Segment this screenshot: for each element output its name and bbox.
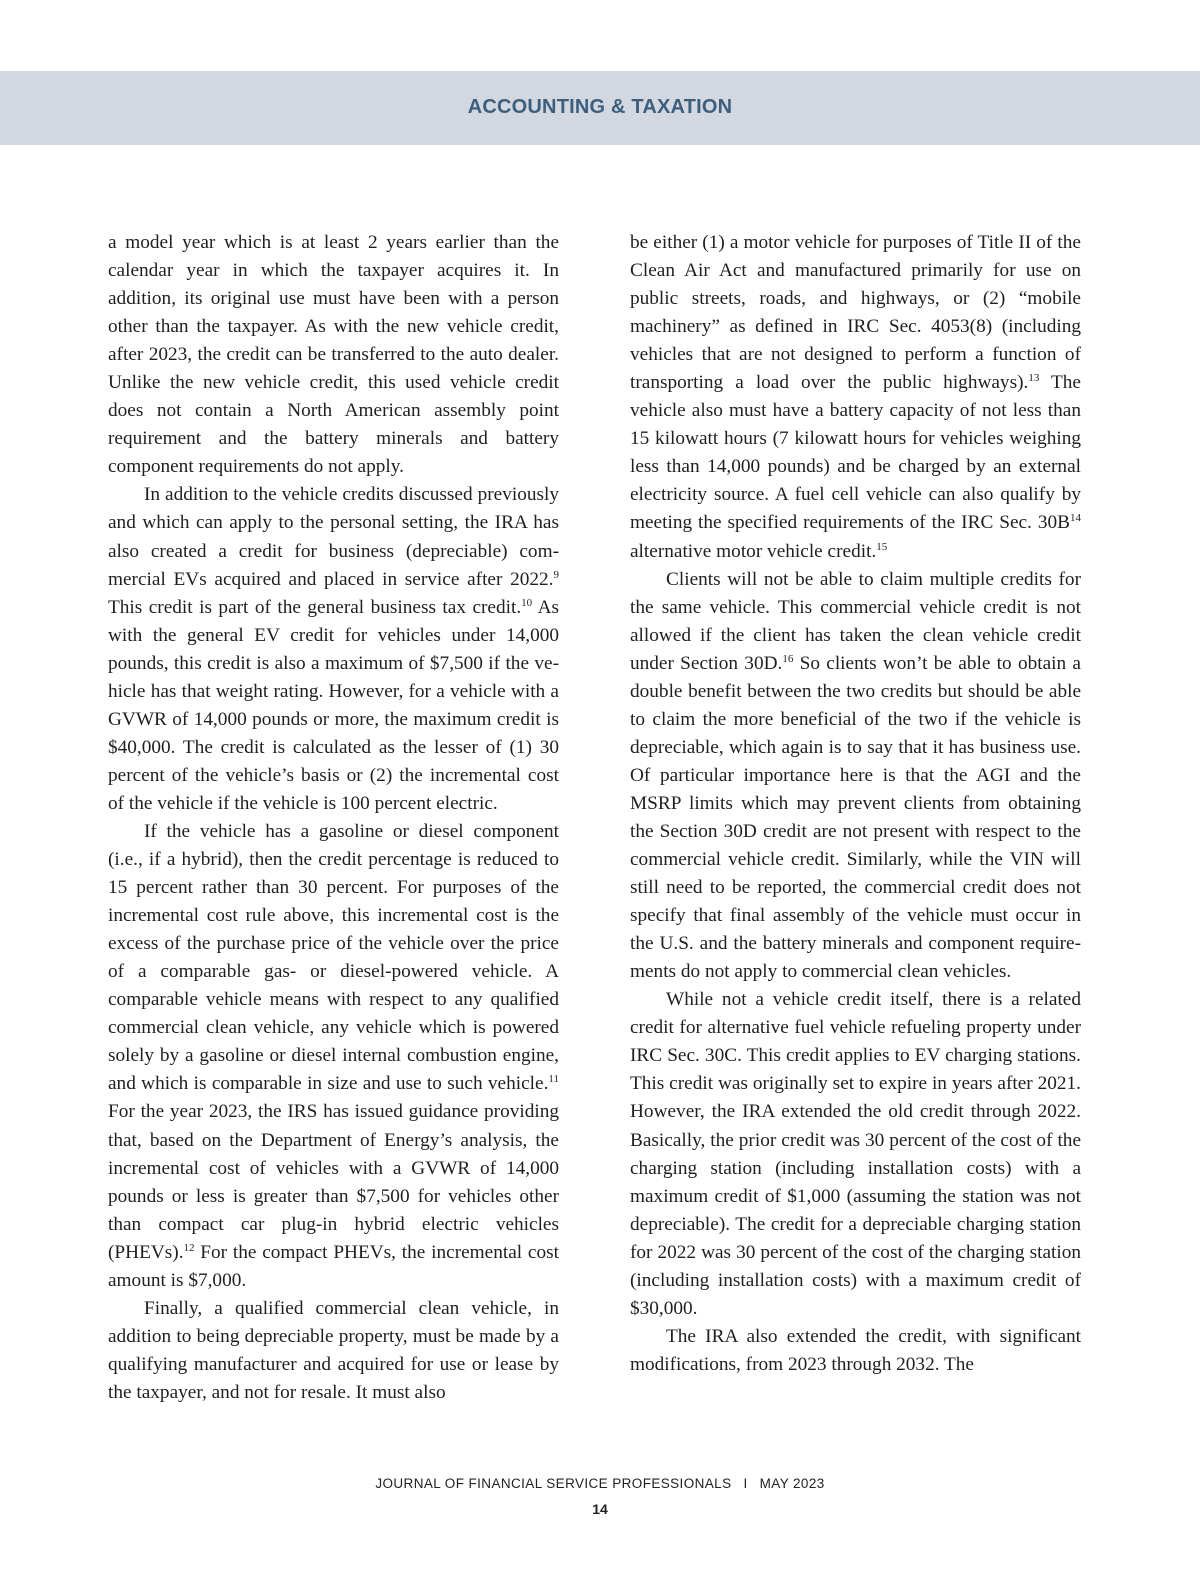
right-column [630, 229, 1081, 1379]
footer-separator: I [743, 1476, 748, 1491]
journal-name: JOURNAL OF FINANCIAL SERVICE PROFESSIONALS [375, 1476, 732, 1491]
footnote-ref-13[interactable]: 13 [1028, 372, 1040, 385]
text-run: The vehicle also must have a battery capacity of not less than 15 kilowatt hours (7 kilowatt hours for vehicles weighing less than 14,000 pounds) and be charged by an external electricity source. A fuel cell vehicle can also qualify by meeting the specified requirements of the IRC Sec. 30B [630, 372, 1081, 534]
footnote-ref-14[interactable]: 14 [1070, 512, 1081, 525]
right-paragraph-4: The IRA also extended the credit, with significant modifications, from 2023 through 2032. The [630, 1325, 1081, 1375]
issue-date: MAY 2023 [759, 1476, 825, 1491]
right-paragraph-3: While not a vehicle credit itself, there is a related credit for alternative fuel vehicle refueling property under IRC Sec. 30C. This credit applies to EV charging stations. This credit was originally set to expire in years after 2021. However, the IRA extended the old credit through 2022. Basically, the prior credit was 30 percent of the cost of the charging station (including installation costs) with a maximum credit of $1,000 (assuming the station was not depreciable). The credit for a depreciable charging station for 2022 was 30 percent of the cost of the charging station (including installation costs) with a maximum credit of $30,000. [630, 989, 1081, 1319]
right-paragraph-2 [630, 566, 1081, 987]
text-run: For the year 2023, the IRS has issued guidance providing that, based on the Department of Energy’s analysis, the incremental cost of vehicles with a GVWR of 14,000 pounds or less is greater than $7,500 for vehicles other than compact car plug-in hybrid electric vehicles (PHEVs). [108, 1101, 559, 1263]
text-run: be either (1) a motor vehicle for purposes of Title II of the Clean Air Act and manufactured primarily for use on public streets, roads, and highways, or (2) “mobile machinery” as defined in IRC Sec. 4053(8) (including vehicles that are not designed to perform a function of transporting a load over the public highways). [630, 232, 1081, 394]
footnote-ref-12[interactable]: 12 [183, 1241, 195, 1254]
text-run: For the compact PHEVs, the incremental cost amount is $7,000. [108, 1241, 559, 1291]
footnote-ref-9[interactable]: 9 [553, 568, 559, 581]
text-run: If the vehicle has a gasoline or diesel component (i.e., if a hybrid), then the credit percentage is reduced to 15 percent rather than 30 percent. For purposes of the incremental cost rule above, this incremental cost is the excess of the purchase price of the vehicle over the price of a comparable gas- or diesel-powered vehicle. A comparable vehicle means with respect to any qualified commercial clean vehicle, any vehicle which is powered solely by a gasoline or diesel internal combustion engine, and which is comparable in size and use to such vehicle. [108, 820, 559, 1095]
text-run: alternative motor vehicle credit. [630, 540, 877, 562]
left-column [108, 229, 559, 1407]
text-run: As with the general EV credit for vehicles under 14,000 pounds, this credit is also a maximum of $7,500 if the vehicle has that weight rating. However, for a vehicle with a GVWR of 14,000 pounds or more, the maximum credit is $40,000. The credit is calculated as the lesser of (1) 30 percent of the vehicle’s basis or (2) the incremental cost of the vehicle if the vehicle is 100 percent electric. [108, 596, 560, 814]
section-title: ACCOUNTING & TAXATION [467, 96, 733, 118]
footnote-ref-16[interactable]: 16 [782, 652, 794, 665]
page-number: 14 [592, 1501, 608, 1517]
left-paragraph-3 [108, 818, 559, 1295]
left-paragraph-2 [108, 481, 559, 818]
text-run: This credit is part of the general business tax credit. [108, 596, 522, 618]
footnote-ref-10[interactable]: 10 [521, 596, 533, 609]
text-run: Clients will not be able to claim multiple credits for the same vehicle. This commercial vehicle credit is not allowed if the client has taken the clean vehicle credit under Section 30D. [630, 568, 1081, 674]
text-run: In addition to the vehicle credits discussed previously and which can apply to the personal setting, the IRA has also created a credit for business (depreciable) commercial EVs acquired and placed in service after 2022. [108, 484, 559, 590]
footnote-ref-11[interactable]: 11 [548, 1073, 559, 1086]
text-run: So clients won’t be able to obtain a double benefit between the two credits but should be able to claim the more beneficial of the two if the vehicle is depreciable, which again is to say that it has business use. Of particular importance here is that the AGI and the MSRP limits which may prevent clients from obtaining the Section 30D credit are not present with respect to the commercial vehicle credit. Similarly, while the VIN will still need to be reported, the commercial credit does not specify that final assembly of the vehicle must occur in the U.S. and the battery minerals and component requirements do not apply to commercial clean vehicles. [630, 652, 1081, 983]
footnote-ref-15[interactable]: 15 [876, 540, 888, 553]
left-paragraph-4: Finally, a qualified commercial clean vehicle, in addition to being depreciable property, must be made by a qualifying manufacturer and acquired for use or lease by the taxpayer, and not for resale. It must also [108, 1297, 559, 1403]
page-footer [0, 1476, 1200, 1491]
right-paragraph-1 [630, 229, 1081, 566]
left-paragraph-1: a model year which is at least 2 years earlier than the calendar year in which the taxpayer acquires it. In addition, its original use must have been with a person other than the taxpayer. As with the new vehicle credit, after 2023, the credit can be transferred to the auto dealer. Unlike the new vehicle credit, this used vehicle credit does not contain a North American assembly point requirement and the battery minerals and battery component requirements do not apply. [108, 232, 559, 478]
